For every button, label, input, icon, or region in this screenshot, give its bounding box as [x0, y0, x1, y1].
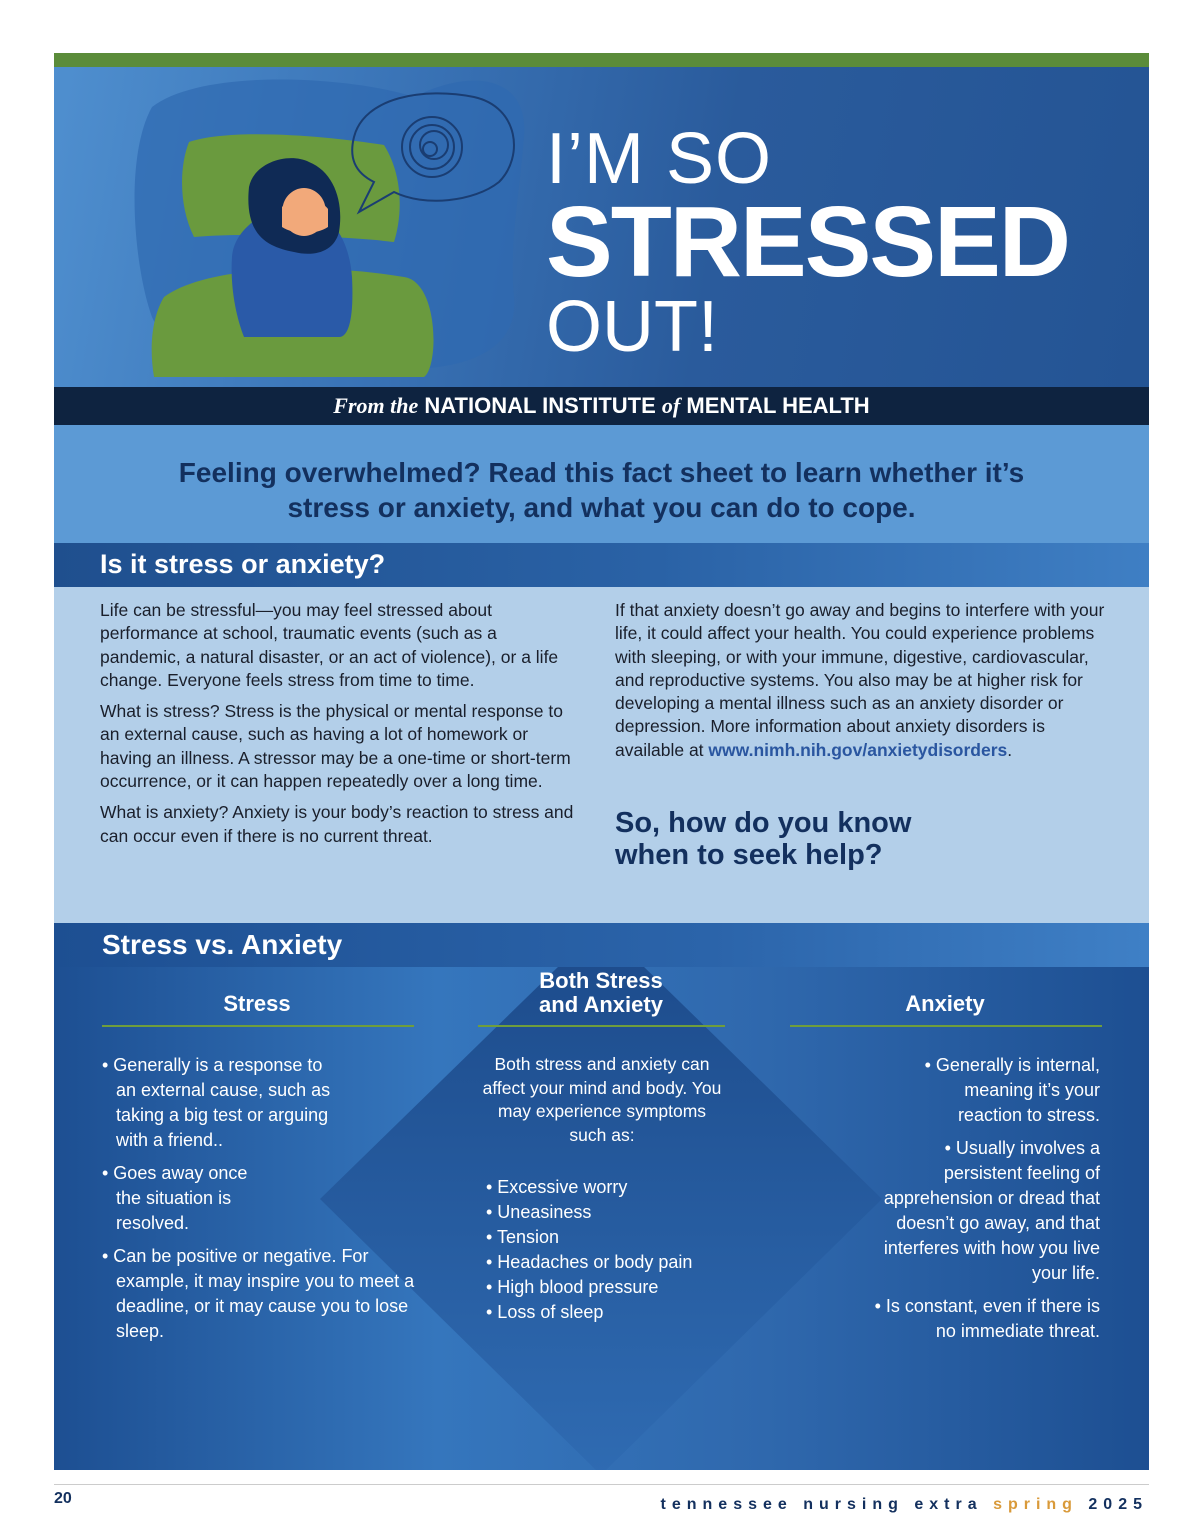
page-number: 20 — [54, 1490, 72, 1507]
magazine-year: 2025 — [1088, 1496, 1148, 1513]
magazine-season: spring — [993, 1496, 1078, 1513]
both-column-title — [478, 969, 724, 1017]
list-item: • High blood pressure — [486, 1277, 659, 1297]
seek-help-heading — [615, 807, 911, 871]
list-item: • Headaches or body pain — [486, 1252, 693, 1272]
right-column — [615, 599, 1105, 770]
top-accent-bar — [54, 53, 1149, 67]
anxiety-disorders-link[interactable]: www.nimh.nih.gov/anxietydisorders — [708, 739, 1008, 760]
both-list — [486, 1175, 726, 1325]
intro-line-1: Feeling overwhelmed? Read this fact sheet to learn whether it’s — [178, 457, 1025, 488]
seek-line-2: when to seek help? — [615, 839, 883, 871]
magazine-name: tennessee nursing extra — [660, 1496, 983, 1513]
source-prefix: From the — [333, 393, 419, 418]
anxiety-column-title: Anxiety — [905, 991, 985, 1016]
section-stress-vs-anxiety — [54, 967, 1149, 1470]
hero-banner — [54, 67, 1149, 387]
footer-divider — [54, 1484, 1149, 1485]
source-bar — [54, 387, 1149, 425]
page-title — [546, 119, 1070, 367]
section-header-stress-or-anxiety — [54, 543, 1149, 587]
list-item: • Usually involves a persistent feeling of apprehension or dread that doesn’t go away, and that interferes with how you live your life. — [883, 1138, 1100, 1283]
list-item: • Generally is internal, meaning it’s your reaction to stress. — [924, 1055, 1100, 1125]
stress-list — [102, 1053, 415, 1352]
title-line-1: I’M SO — [546, 119, 773, 199]
list-item: • Uneasiness — [486, 1202, 592, 1222]
title-line-2: STRESSED — [546, 186, 1070, 298]
anxiety-divider — [790, 1025, 1102, 1027]
both-title-line-2: and Anxiety — [539, 992, 663, 1017]
list-item: • Goes away once the situation is resolved. — [102, 1163, 248, 1233]
list-item: • Tension — [486, 1227, 560, 1247]
list-item: • Loss of sleep — [486, 1302, 604, 1322]
stress-column-title: Stress — [223, 991, 291, 1016]
fact-sheet-page — [54, 53, 1149, 1470]
source-org-part2: MENTAL HEALTH — [686, 393, 870, 418]
list-item: • Generally is a response to an external cause, such as taking a big test or arguing with a friend.. — [102, 1055, 331, 1150]
seek-line-1: So, how do you know — [615, 807, 912, 839]
list-item: • Is constant, even if there is no immediate threat. — [874, 1296, 1100, 1341]
intro-line-2: stress or anxiety, and what you can do to cope. — [287, 492, 916, 523]
magazine-footer — [661, 1496, 1148, 1514]
both-divider — [478, 1025, 725, 1027]
left-column — [100, 599, 580, 856]
source-org-part1: NATIONAL INSTITUTE — [424, 393, 656, 418]
section-stress-or-anxiety — [54, 587, 1149, 923]
list-item: • Excessive worry — [486, 1177, 628, 1197]
both-title-line-1: Both Stress — [539, 968, 663, 993]
intro-banner — [54, 425, 1149, 543]
paragraph: What is anxiety? Anxiety is your body’s reaction to stress and can occur even if there is no current threat. — [100, 802, 574, 846]
both-intro: Both stress and anxiety can affect your mind and body. You may experience symptoms such as: — [482, 1054, 722, 1145]
section-heading: Is it stress or anxiety? — [100, 549, 386, 579]
title-line-3: OUT! — [546, 287, 718, 367]
source-connector: of — [661, 393, 681, 418]
paragraph: If that anxiety doesn’t go away and begins to interfere with your life, it could affect your health. You could experience problems with sleeping, or with your immune, digestive, cardiovascular, and reproductive systems. You also may be at higher risk for developing a mental illness such as an anxiety disorder or depression. More information about anxiety disorders is available at — [615, 600, 1105, 760]
paragraph: What is stress? Stress is the physical or mental response to an external cause, such as having a lot of homework or having an illness. A stressor may be a one-time or short-term occurrence, or it can happen repeatedly over a long time. — [100, 701, 571, 792]
stress-divider — [102, 1025, 414, 1027]
anxiety-list — [830, 1053, 1100, 1352]
link-suffix: . — [1007, 739, 1013, 760]
paragraph: Life can be stressful—you may feel stressed about performance at school, traumatic events (such as a pandemic, a natural disaster, or an act of violence), or a life change. Everyone feels stress from time to time. — [100, 600, 559, 690]
list-item: • Can be positive or negative. For example, it may inspire you to meet a deadline, or it may cause you to lose sleep. — [102, 1246, 415, 1341]
section-header-stress-vs-anxiety — [54, 923, 1149, 967]
section-heading: Stress vs. Anxiety — [102, 929, 343, 960]
